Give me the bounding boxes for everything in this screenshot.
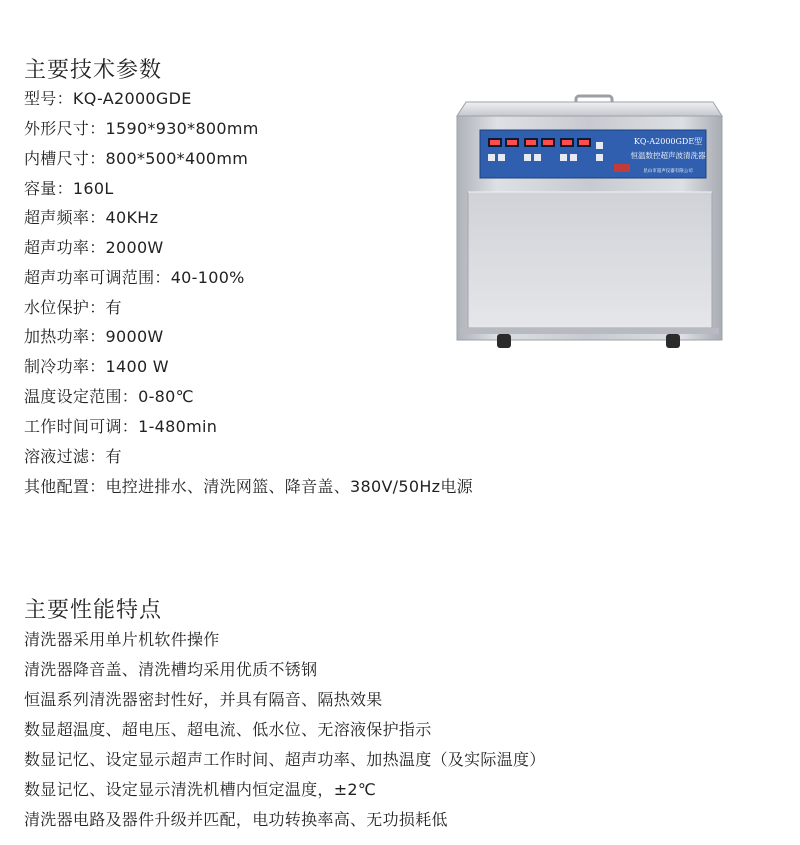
feature-item: 清洗器降音盖、清洗槽均采用优质不锈钢 <box>24 660 318 679</box>
spec-other-config: 其他配置：电控进排水、清洗网篮、降音盖、380V/50Hz电源 <box>24 477 473 496</box>
spec-model: 型号：KQ-A2000GDE <box>24 89 192 108</box>
model-label: KQ-A2000GDE型 <box>633 137 703 146</box>
feature-item: 恒温系列清洗器密封性好，并具有隔音、隔热效果 <box>24 690 383 709</box>
spec-time-range: 工作时间可调：1-480min <box>24 417 218 436</box>
spec-inner-size: 内槽尺寸：800*500*400mm <box>24 149 249 168</box>
feature-item: 清洗器电路及器件升级并匹配，电功转换率高、无功损耗低 <box>24 810 448 829</box>
spec-temp-range: 温度设定范围：0-80℃ <box>24 387 194 406</box>
specs-title: 主要技术参数 <box>24 58 163 83</box>
product-image <box>452 92 727 354</box>
feature-item: 数显记忆、设定显示超声工作时间、超声功率、加热温度（及实际温度） <box>24 750 546 769</box>
spec-heating-power: 加热功率：9000W <box>24 327 164 346</box>
maker-label: 昆山市超声仪器有限公司 <box>643 169 693 174</box>
features-title: 主要性能特点 <box>24 598 163 623</box>
feature-item: 清洗器采用单片机软件操作 <box>24 630 220 649</box>
feature-item: 数显记忆、设定显示清洗机槽内恒定温度，±2℃ <box>24 780 377 799</box>
spec-ultrasonic-power: 超声功率：2000W <box>24 238 164 257</box>
feature-item: 数显超温度、超电压、超电流、低水位、无溶液保护指示 <box>24 720 432 739</box>
spec-outer-size: 外形尺寸：1590*930*800mm <box>24 119 259 138</box>
spec-cooling-power: 制冷功率：1400 W <box>24 357 169 376</box>
product-name-label: 恒温数控超声波清洗器 <box>630 151 706 160</box>
spec-frequency: 超声频率：40KHz <box>24 208 159 227</box>
spec-power-range: 超声功率可调范围：40-100% <box>24 268 245 287</box>
spec-filtration: 溶液过滤：有 <box>24 447 122 466</box>
spec-water-protection: 水位保护：有 <box>24 298 122 317</box>
spec-capacity: 容量：160L <box>24 179 114 198</box>
